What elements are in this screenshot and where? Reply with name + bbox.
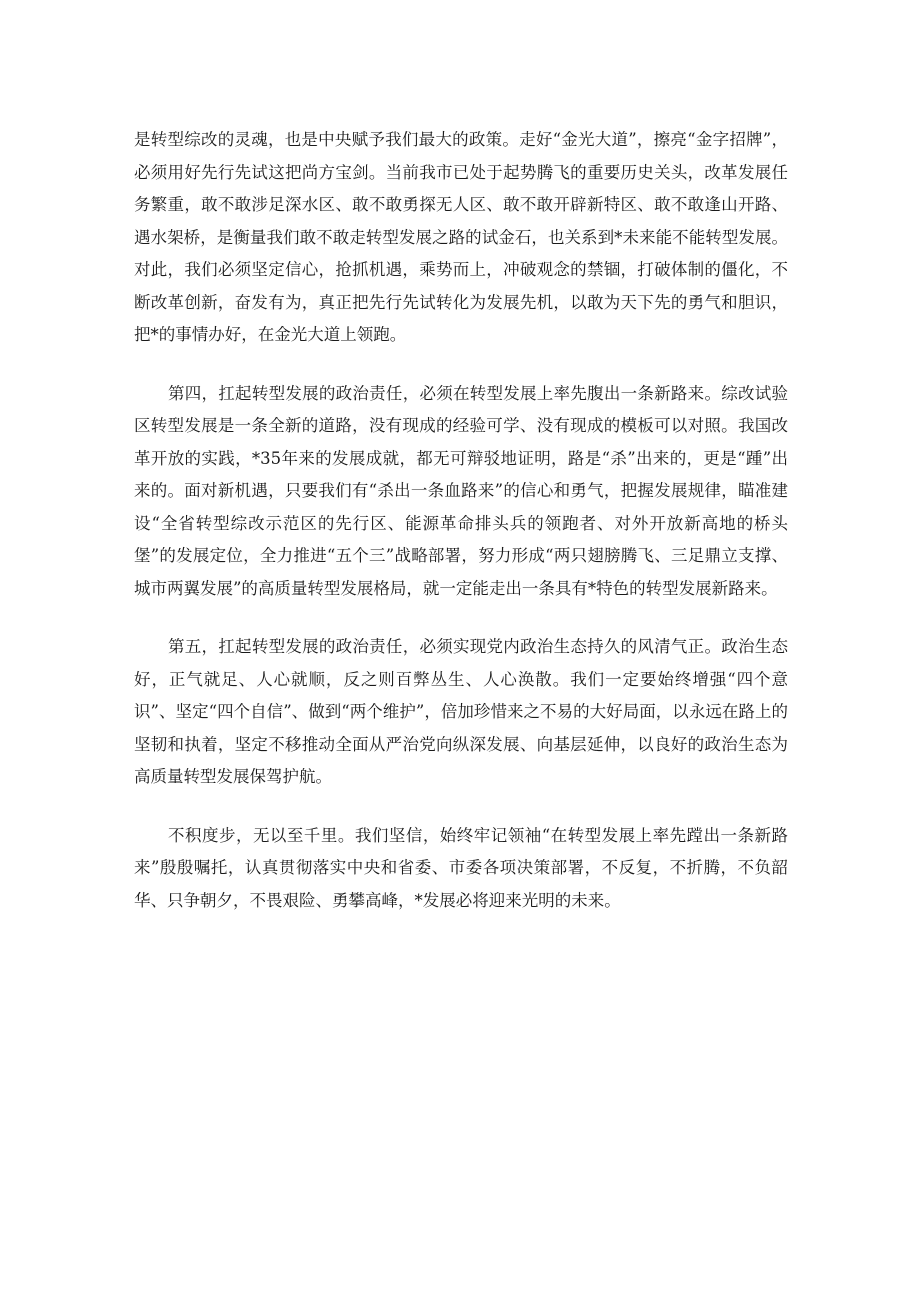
paragraph-conclusion: 不积度步，无以至千里。我们坚信，始终牢记领袖“在转型发展上率先蹚出一条新路来”殷殷嘱托，认真贯彻落实中央和省委、市委各项决策部署，不反复，不折腾，不负韶华、只争朝夕，不畏艰险、勇攀高峰，*发展必将迎来光明的未来。: [134, 825, 788, 910]
document-body: [134, 124, 788, 943]
paragraph-fourth-point: 第四，扛起转型发展的政治责任，必须在转型发展上率先腹出一条新路来。综改试验区转型发展是一条全新的道路，没有现成的经验可学、没有现成的模板可以对照。我国改革开放的实践，*35年来的发展成就，都无可辩驳地证明，路是“杀”出来的，更是“踵”出来的。面对新机遇，只要我们有“杀出一条血路来”的信心和勇气，把握发展规律，瞄准建设“全省转型综改示范区的先行区、能源革命排头兵的领跑者、对外开放新高地的桥头堡”的发展定位，全力推进“五个三”战略部署，努力形成“两只翅膀腾飞、三足鼎立支撑、城市两翼发展”的高质量转型发展格局，就一定能走出一条具有*特色的转型发展新路来。: [134, 383, 788, 598]
paragraph-continuation: 是转型综改的灵魂，也是中央赋予我们最大的政策。走好“金光大道”，擦亮“金字招牌”，必须用好先行先试这把尚方宝剑。当前我市已处于起势腾飞的重要历史关头，改革发展任务繁重，敢不敢涉足深水区、敢不敢勇探无人区、敢不敢开辟新特区、敢不敢逢山开路、遇水架桥，是衡量我们敢不敢走转型发展之路的试金石，也关系到*未来能不能转型发展。对此，我们必须坚定信心，抢抓机遇，乘势而上，冲破观念的禁锢，打破体制的僵化，不断改革创新，奋发有为，真正把先行先试转化为发展先机，以敢为天下先的勇气和胆识，把*的事情办好，在金光大道上领跑。: [134, 130, 788, 344]
paragraph-fifth-point: 第五，扛起转型发展的政治责任，必须实现党内政治生态持久的风清气正。政治生态好，正气就足、人心就顺，反之则百弊丛生、人心涣散。我们一定要始终增强“四个意识”、坚定“四个自信”、做到“两个维护”，倍加珍惜来之不易的大好局面，以永远在路上的坚韧和执着，坚定不移推动全面从严治党向纵深发展、向基层延伸，以良好的政治生态为高质量转型发展保驾护航。: [134, 637, 788, 786]
